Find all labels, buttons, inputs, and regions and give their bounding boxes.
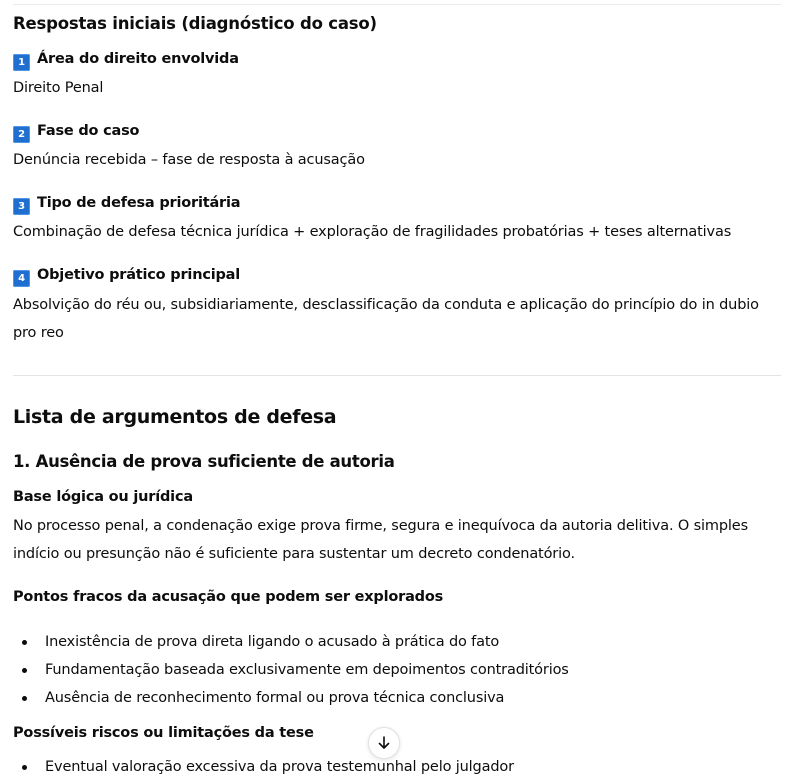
diagnosis-item-objective [13,267,240,287]
keycap-2-icon: 2 [13,126,30,143]
list-item: Ausência de reconhecimento formal ou prova técnica conclusiva [13,684,569,712]
diagnosis-item-area [13,51,239,71]
diagnosis-item-label: Objetivo prático principal [37,267,241,283]
diagnosis-title: Respostas iniciais (diagnóstico do caso) [13,14,377,33]
diagnosis-item-label: Tipo de defesa prioritária [37,195,241,211]
risks-list [13,753,514,781]
bullet-icon [22,668,27,673]
keycap-4-icon: 4 [13,270,30,287]
argument-heading: 1. Ausência de prova suficiente de autoria [13,452,395,471]
list-item: Inexistência de prova direta ligando o acusado à prática do fato [13,628,569,656]
diagnosis-item-label: Fase do caso [37,123,140,139]
diagnosis-item-label: Área do direito envolvida [37,51,239,67]
basis-text: No processo penal, a condenação exige prova firme, segura e inequívoca da autoria delitiva. O simples indício ou presunção não é suficiente para sustentar um decreto condenatório. [13,518,748,562]
keycap-1-icon: 1 [13,54,30,71]
arguments-title: Lista de argumentos de defesa [13,406,337,428]
list-item: Eventual valoração excessiva da prova testemunhal pelo julgador [13,753,514,781]
diagnosis-item-value: Combinação de defesa técnica jurídica + exploração de fragilidades probatórias + teses alternativas [13,224,732,240]
weak-points-label: Pontos fracos da acusação que podem ser explorados [13,589,444,605]
keycap-3-icon: 3 [13,198,30,215]
bullet-icon [22,696,27,701]
diagnosis-item-value: Direito Penal [13,80,104,96]
bullet-icon [22,640,27,645]
diagnosis-item-defense-type [13,195,240,215]
chat-response [13,0,781,782]
section-divider [13,375,781,376]
diagnosis-item-phase [13,123,139,143]
arrow-down-icon [376,735,392,751]
bullet-icon [22,765,27,770]
basis-label: Base lógica ou jurídica [13,489,193,505]
scroll-to-bottom-button[interactable] [368,727,400,759]
risks-label: Possíveis riscos ou limitações da tese [13,725,314,741]
weak-points-list [13,628,569,712]
list-item: Fundamentação baseada exclusivamente em depoimentos contraditórios [13,656,569,684]
diagnosis-item-value: Denúncia recebida – fase de resposta à acusação [13,152,365,168]
top-divider [13,4,781,5]
diagnosis-item-value: Absolvição do réu ou, subsidiariamente, desclassificação da conduta e aplicação do princípio do in dubio pro reo [13,297,759,341]
